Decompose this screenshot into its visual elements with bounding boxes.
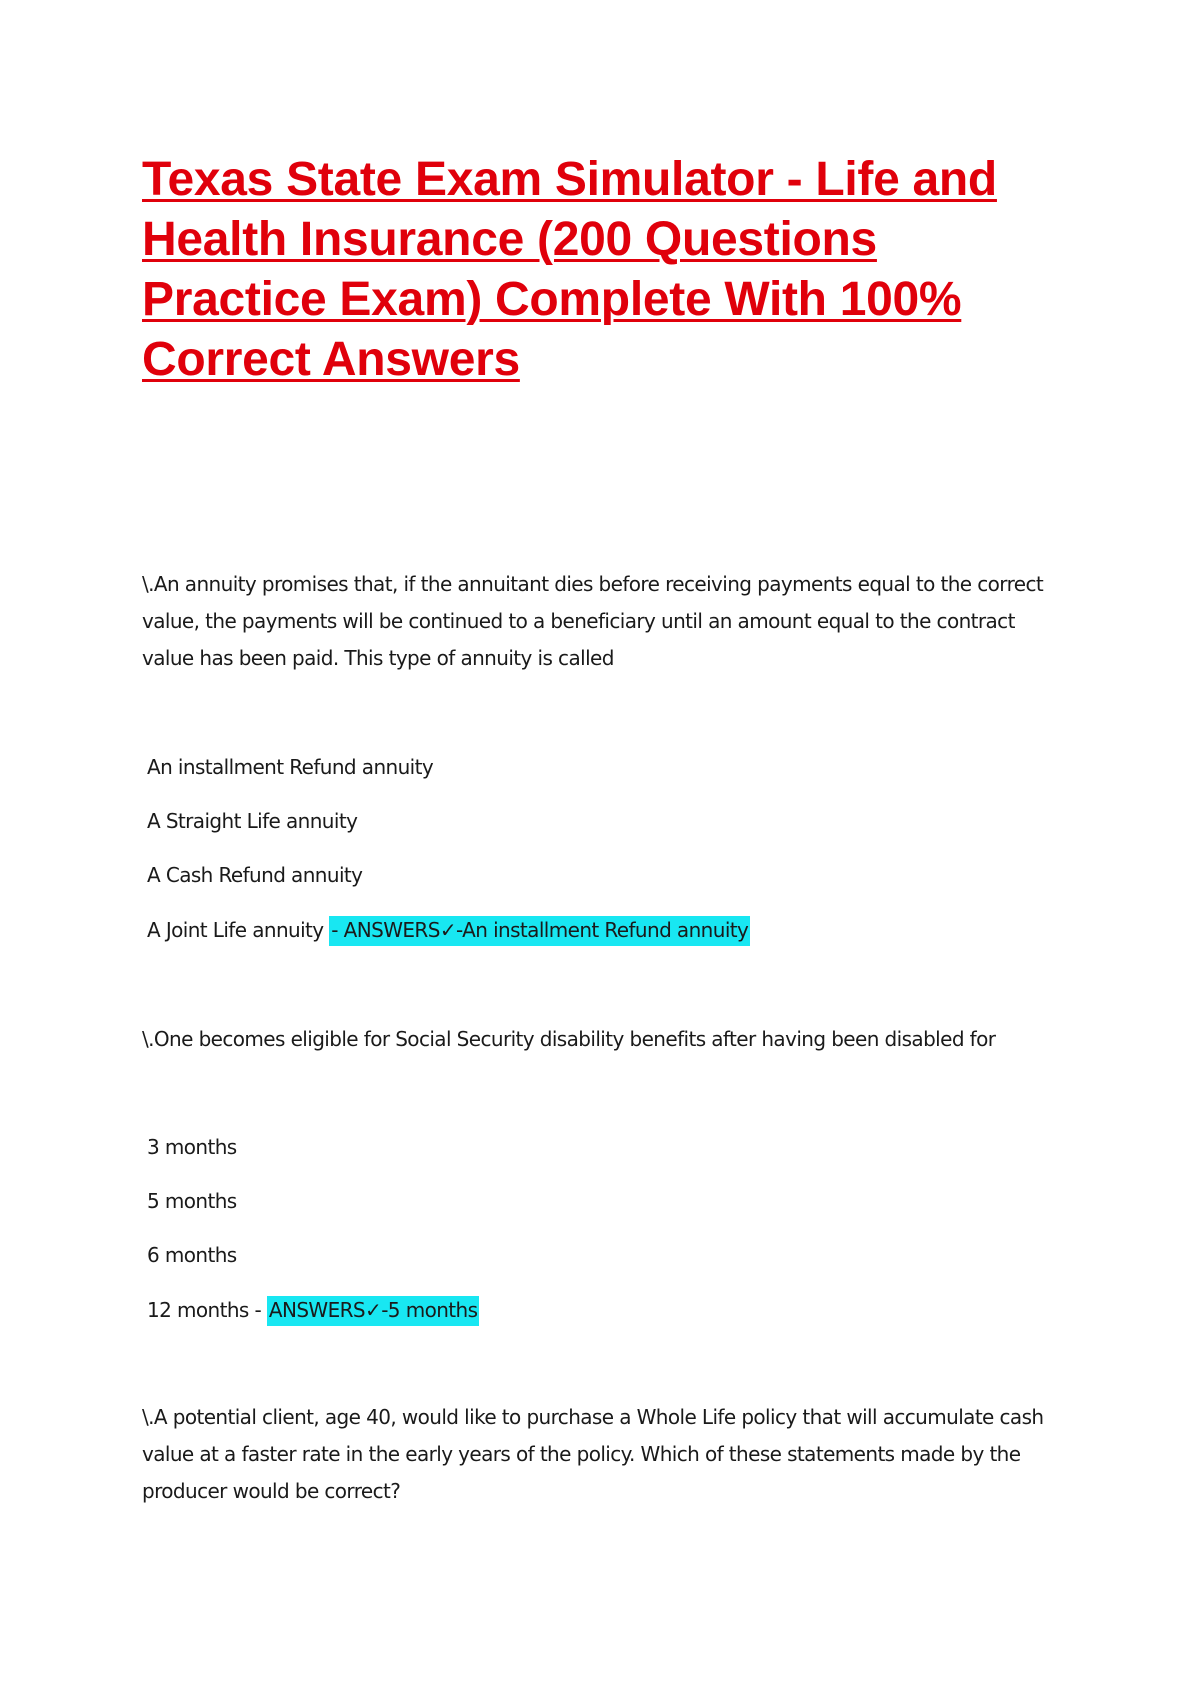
question-1-option-2: A Straight Life annuity xyxy=(147,809,358,833)
question-2-option-2: 5 months xyxy=(147,1189,237,1213)
question-1-text: \.An annuity promises that, if the annuitant dies before receiving payments equal to the correct value, the payments will be continued to a beneficiary until an amount equal to the contract value has been paid. This type of annuity is called xyxy=(142,572,1044,670)
question-1-option-3: A Cash Refund annuity xyxy=(147,863,363,887)
question-1-answer: - ANSWERS✓-An installment Refund annuity xyxy=(329,916,750,946)
question-3-text: \.A potential client, age 40, would like to purchase a Whole Life policy that will accumulate cash value at a faster rate in the early years of the policy. Which of these statements made by the producer would be correct? xyxy=(142,1405,1044,1503)
question-2-option-4: 12 months xyxy=(147,1298,249,1322)
question-1-option-4-with-answer xyxy=(147,915,750,945)
document-title: Texas State Exam Simulator - Life and Health Insurance (200 Questions Practice Exam) Complete With 100% Correct Answers xyxy=(142,153,997,386)
question-2-answer: ANSWERS✓-5 months xyxy=(267,1296,480,1326)
question-1-option-4: A Joint Life annuity xyxy=(147,918,324,942)
question-2-option-3: 6 months xyxy=(147,1243,237,1267)
question-2-option-4-with-answer xyxy=(147,1295,479,1325)
question-1-option-1: An installment Refund annuity xyxy=(147,755,434,779)
answer-separator: - xyxy=(248,1298,267,1322)
question-2-text: \.One becomes eligible for Social Security disability benefits after having been disabled for xyxy=(142,1027,996,1051)
question-2-option-1: 3 months xyxy=(147,1135,237,1159)
